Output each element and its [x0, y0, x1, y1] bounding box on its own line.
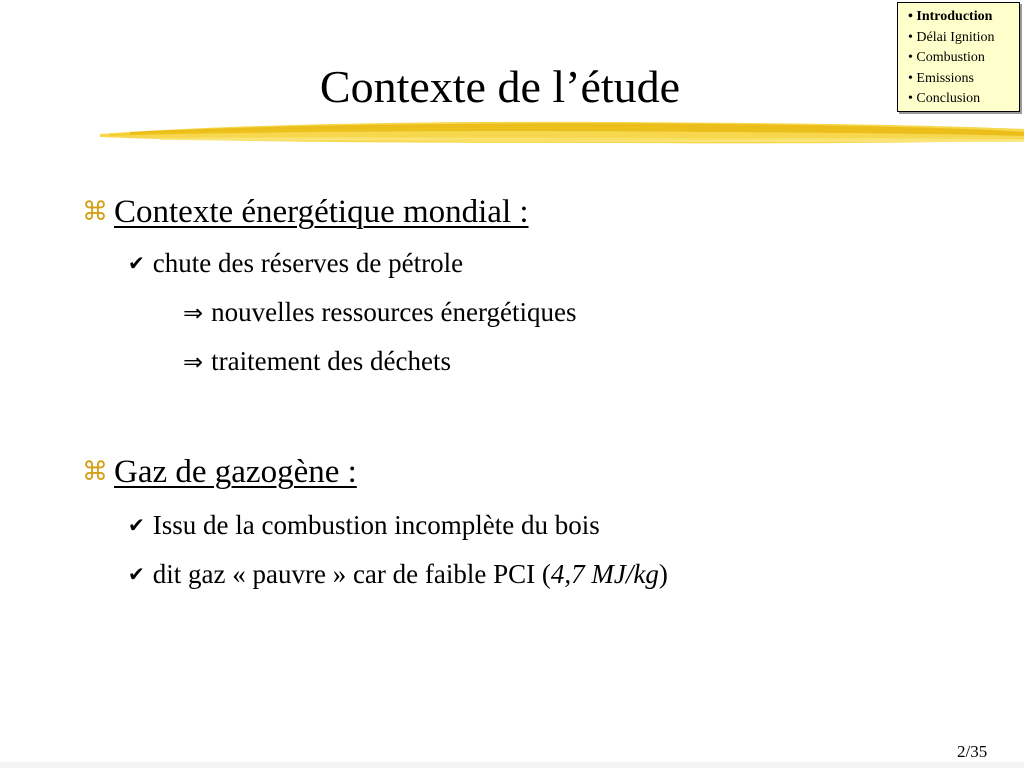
- section-1-item-3-row: [183, 344, 451, 379]
- nav-item-delai-ignition[interactable]: • Délai Ignition: [908, 29, 995, 45]
- section-2-item-1: Issu de la combustion incomplète du bois: [152, 510, 600, 540]
- section-1-item-2: nouvelles ressources énergétiques: [211, 297, 577, 327]
- section-1-heading-row: [82, 192, 529, 232]
- section-1-item-1: chute des réserves de pétrole: [152, 248, 464, 278]
- section-2-item-1-row: [128, 508, 600, 542]
- bottom-band: [0, 762, 1024, 768]
- nav-item-emissions[interactable]: • Emissions: [908, 70, 974, 86]
- section-2-heading-row: [82, 452, 357, 492]
- section-2-heading: Gaz de gazogène :: [114, 454, 357, 490]
- implies-arrow-icon: ⇒: [183, 348, 204, 376]
- z-bullet-icon: ⌘: [82, 197, 108, 227]
- nav-item-conclusion[interactable]: • Conclusion: [908, 91, 981, 106]
- z-bullet-icon: ⌘: [82, 457, 108, 487]
- section-1-heading: Contexte énergétique mondial :: [114, 194, 529, 230]
- nav-item-combustion[interactable]: • Combustion: [908, 50, 985, 65]
- section-2-item-2-row: [128, 557, 668, 591]
- section-2-item-2-before: dit gaz « pauvre » car de faible PCI (: [152, 559, 551, 589]
- implies-arrow-icon: ⇒: [183, 299, 204, 327]
- check-icon: ✔: [128, 251, 145, 275]
- title-brush-stroke: [100, 113, 1024, 153]
- section-1-item-3: traitement des déchets: [211, 346, 452, 376]
- page-number: 2/35: [957, 742, 988, 761]
- nav-item-introduction[interactable]: • Introduction: [908, 9, 993, 24]
- check-icon: ✔: [128, 513, 145, 537]
- section-2-item-2-value: 4,7 MJ/kg: [550, 559, 659, 589]
- section-1-item-1-row: [128, 246, 463, 280]
- check-icon: ✔: [128, 562, 145, 586]
- section-1-item-2-row: [183, 295, 577, 330]
- section-2-item-2-after: ): [658, 559, 668, 589]
- slide-title: Contexte de l’étude: [319, 61, 681, 112]
